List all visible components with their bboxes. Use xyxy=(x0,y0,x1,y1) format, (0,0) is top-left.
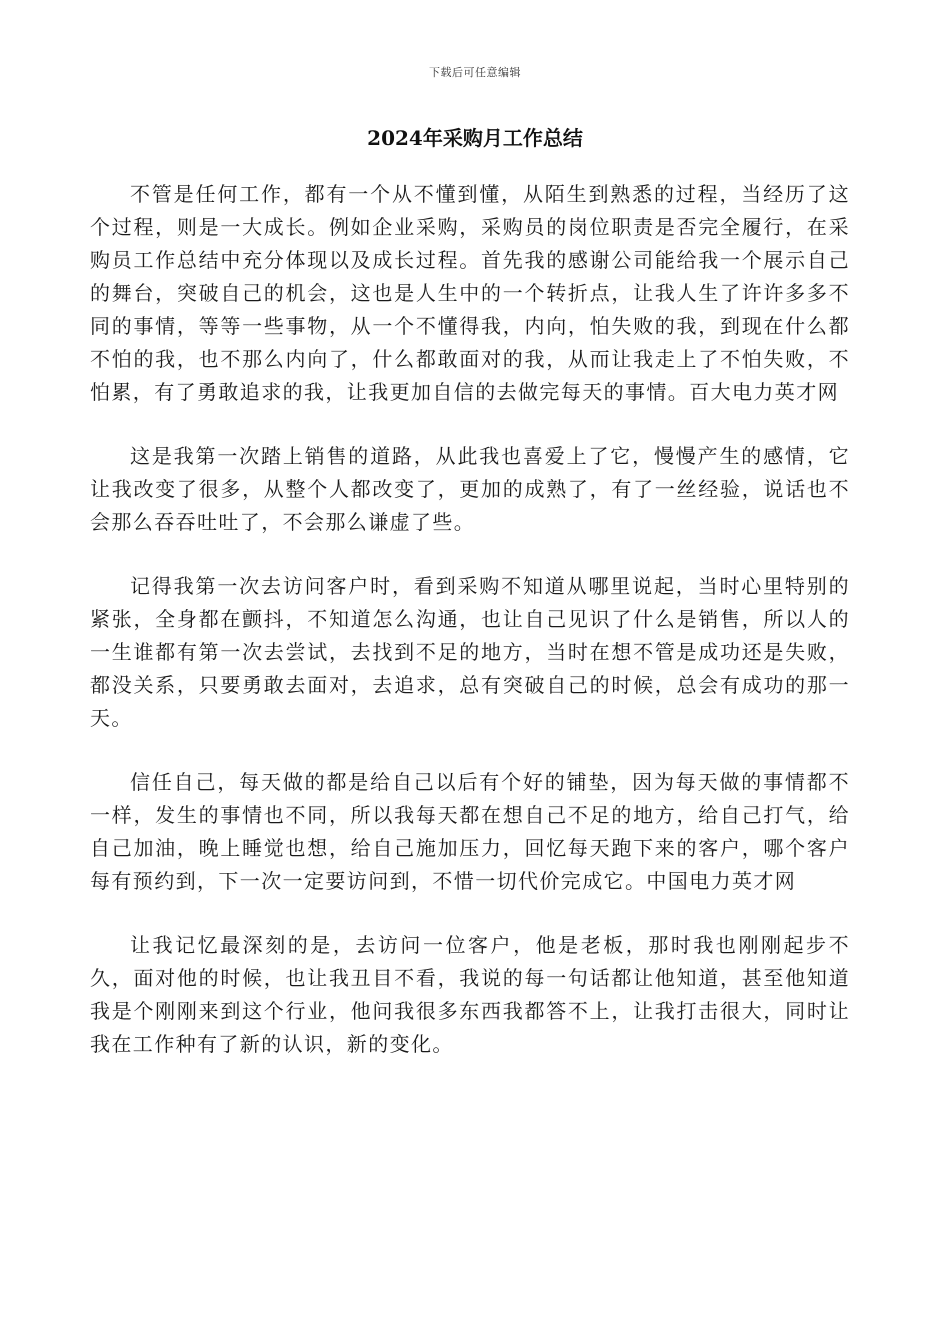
paragraph-3: 记得我第一次去访问客户时，看到采购不知道从哪里说起，当时心里特别的紧张，全身都在颤抖，不知道怎么沟通，也让自己见识了什么是销售，所以人的一生谁都有第一次去尝试，去找到不足的地方，当时在想不管是成功还是失败，都没关系，只要勇敢去面对，去追求，总有突破自己的时候，总会有成功的那一天。 xyxy=(90,574,850,730)
paragraph-2: 这是我第一次踏上销售的道路，从此我也喜爱上了它，慢慢产生的感情，它让我改变了很多，从整个人都改变了，更加的成熟了，有了一丝经验，说话也不会那么吞吞吐吐了，不会那么谦虚了些。 xyxy=(90,444,850,534)
paragraph-5: 让我记忆最深刻的是，去访问一位客户，他是老板，那时我也刚刚起步不久，面对他的时候，也让我丑目不看，我说的每一句话都让他知道，甚至他知道我是个刚刚来到这个行业，他问我很多东西我都答不上，让我打击很大，同时让我在工作种有了新的认识，新的变化。 xyxy=(90,933,850,1056)
header-note: 下载后可任意编辑 xyxy=(429,66,521,79)
document-body xyxy=(90,178,850,1092)
paragraph-1: 不管是任何工作，都有一个从不懂到懂，从陌生到熟悉的过程，当经历了这个过程，则是一大成长。例如企业采购，采购员的岗位职责是否完全履行，在采购员工作总结中充分体现以及成长过程。首先我的感谢公司能给我一个展示自己的舞台，突破自己的机会，这也是人生中的一个转折点，让我人生了许许多多不同的事情，等等一些事物，从一个不懂得我，内向，怕失败的我，到现在什么都不怕的我，也不那么内向了，什么都敢面对的我，从而让我走上了不怕失败，不怕累，有了勇敢追求的我，让我更加自信的去做完每天的事情。百大电力英才网 xyxy=(90,182,850,404)
paragraph-4: 信任自己，每天做的都是给自己以后有个好的铺垫，因为每天做的事情都不一样，发生的事情也不同，所以我每天都在想自己不足的地方，给自己打气，给自己加油，晚上睡觉也想，给自己施加压力，回忆每天跑下来的客户，哪个客户每有预约到，下一次一定要访问到，不惜一切代价完成它。中国电力英才网 xyxy=(90,770,850,893)
document-title: 2024年采购月工作总结 xyxy=(367,126,583,150)
